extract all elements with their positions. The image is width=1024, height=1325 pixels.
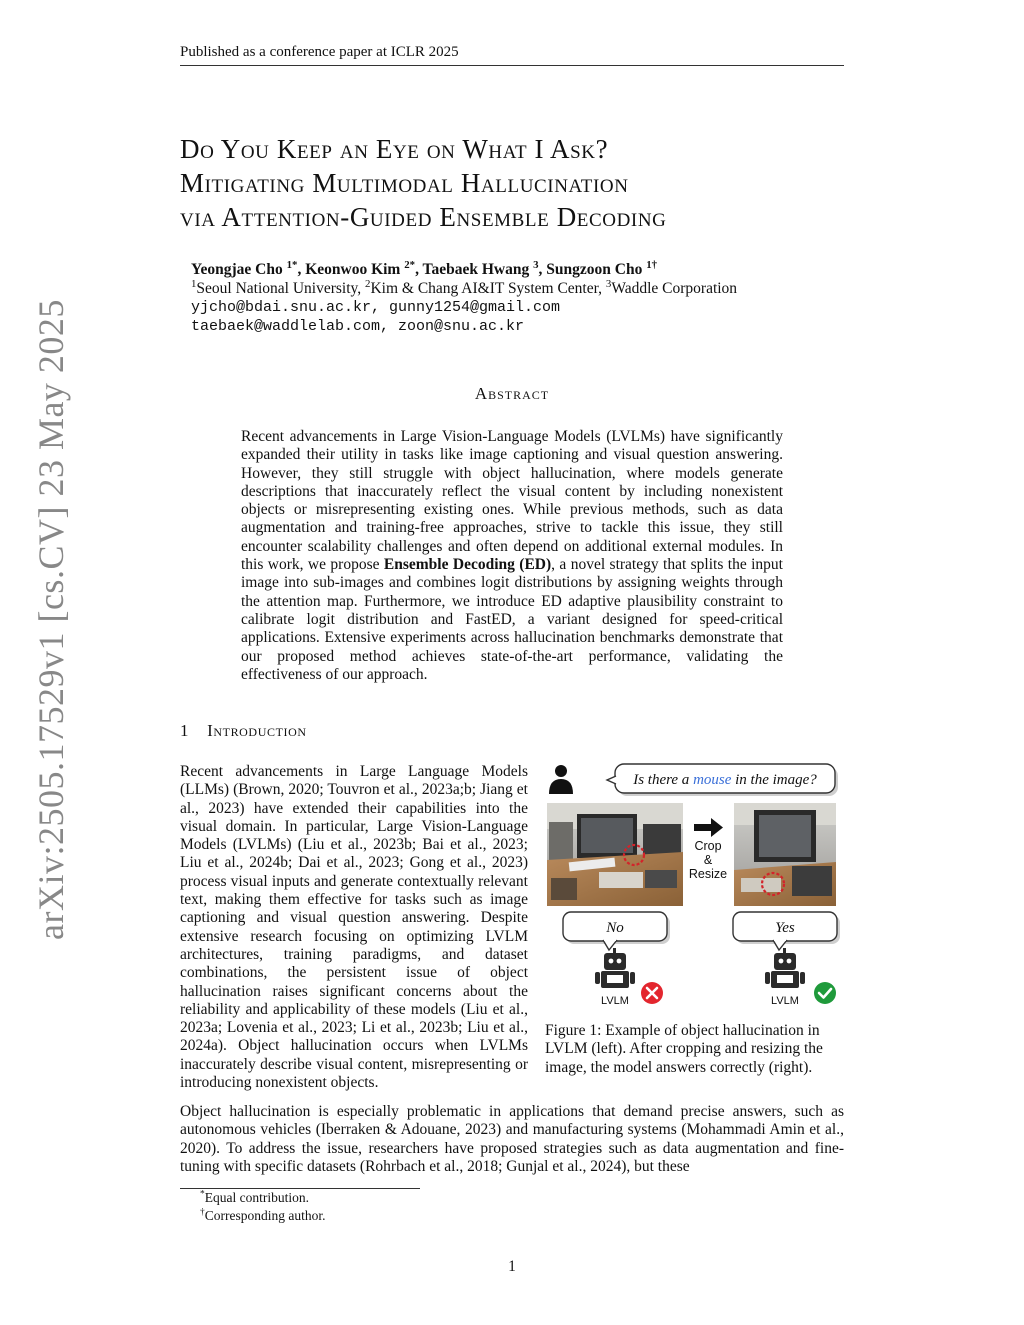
footnote-2-text: Corresponding author. bbox=[204, 1208, 326, 1223]
footnote-1-mark: * bbox=[200, 1189, 205, 1200]
aff-1-mark: 1 bbox=[191, 277, 197, 290]
figure-caption: Figure 1: Example of object hallucination in LVLM (left). After cropping and resizing the image, the model answers correctly (right). bbox=[545, 1022, 823, 1076]
header-rule bbox=[180, 65, 844, 66]
abstract-text-1: Recent advancements in Large Vision-Language Models (LVLMs) have significantly expanded their utility in tasks like image captioning and visual question answering. However, they still struggle with object hallucination, where models generate descriptions that inaccurately reflect the visual content by including nonexistent objects or misrepresenting existing ones. While previous methods, such as data augmentation and training-free approaches, strive to tackle this issue, they still encounter scalability challenges and often depend on additional external modules. In this work, we propose bbox=[241, 428, 783, 574]
author-4-mark: 1† bbox=[646, 258, 658, 271]
footnotes bbox=[200, 1189, 325, 1225]
paper-title bbox=[180, 132, 844, 234]
question-bubble bbox=[607, 764, 838, 796]
answer-bubble-left bbox=[563, 912, 670, 950]
author-2: Keonwoo Kim bbox=[305, 261, 401, 278]
abstract-heading: Abstract bbox=[474, 384, 550, 403]
answer-left: No bbox=[606, 920, 624, 936]
author-1-mark: 1* bbox=[286, 258, 298, 271]
affiliation-2: Kim & Chang AI&IT System Center, bbox=[370, 280, 606, 297]
arrow-label-and: & bbox=[703, 853, 713, 867]
wrong-icon bbox=[641, 982, 663, 1004]
section-title: Introduction bbox=[207, 721, 307, 740]
crop-resize-arrow bbox=[689, 818, 727, 881]
author-4: Sungzoon Cho bbox=[546, 261, 643, 278]
user-icon bbox=[549, 765, 573, 794]
intro-paragraph-1: Recent advancements in Large Language Models (LLMs) (Brown, 2020; Touvron et al., 2023a;b; Jiang et al., 2023) have extended their capabilities into the visual domain. In particular, Large Vision-Language Models (LVLMs) (Liu et al., 2023b; Bai et al., 2023; Liu et al., 2024b; Dai et al., 2023; Gong et al., 2023) process visual inputs and generate contextually relevant text, making them effective for tasks such as image captioning and visual question answering. Despite extensive research focusing on optimizing LVLM architectures, training paradigms, and dataset combinations, the persistent issue of object hallucination raises significant concerns about the reliability and applicability of these models (Liu et al., 2023a; Lovenia et al., 2023; Li et al., 2023b; Liu et al., 2024a). Object hallucination occurs when LVLMs inaccurately describe visual content, misrepresenting or introducing nonexistent objects. bbox=[180, 763, 528, 1092]
title-line-2: Mitigating Multimodal Hallucination bbox=[180, 168, 629, 198]
footnote-1 bbox=[200, 1189, 325, 1207]
aff-2-mark: 2 bbox=[365, 277, 371, 290]
affiliations bbox=[191, 279, 851, 298]
model-label-left: LVLM bbox=[601, 995, 629, 1007]
answer-right: Yes bbox=[775, 920, 795, 936]
abstract-method-name: Ensemble Decoding (ED) bbox=[383, 556, 552, 574]
footnote-2-mark: † bbox=[200, 1207, 205, 1218]
footnote-2 bbox=[200, 1207, 325, 1225]
robot-icon-right bbox=[765, 948, 805, 1007]
abstract-body bbox=[241, 428, 783, 684]
abstract-text-2: , a novel strategy that splits the input image into sub-images and combines logit distributions by assigning weights through the attention map. Furthermore, we introduce ED adaptive plausibility constraint to calibrate logit distribution and FastED, a variant designed for speed-critical applications. Extensive experiments across hallucination benchmarks demonstrate that our proposed method achieves state-of-the-art performance, validating the effectiveness of our approach. bbox=[241, 556, 783, 683]
figure-1 bbox=[545, 760, 845, 1015]
arrow-label-resize: Resize bbox=[688, 867, 728, 881]
affiliation-3: Waddle Corporation bbox=[611, 280, 738, 297]
emails-line-2: taebaek@waddlelab.com, zoon@snu.ac.kr bbox=[191, 318, 525, 335]
author-names: Yeongjae Cho $^{1*}$, Keonwoo Kim $^{2*}$, Taebaek Hwang $^3$, Sungzoon Cho $^{1\dagger}$ bbox=[191, 258, 658, 278]
title-line-1: Do You Keep an Eye on What I Ask? bbox=[180, 134, 609, 164]
running-header: Published as a conference paper at ICLR 2025 bbox=[180, 44, 459, 60]
affiliation-1: Seoul National University, bbox=[196, 280, 366, 297]
page-number: 1 bbox=[508, 1258, 516, 1275]
emails-line-1: yjcho@bdai.snu.ac.kr, gunny1254@gmail.com bbox=[191, 299, 561, 316]
aff-3-mark: 3 bbox=[605, 277, 612, 290]
author-3-mark: 3 bbox=[533, 258, 539, 271]
original-image bbox=[547, 803, 683, 906]
arrow-label-crop: Crop bbox=[694, 839, 722, 853]
author-block bbox=[191, 260, 851, 336]
title-line-3: via Attention-Guided Ensemble Decoding bbox=[180, 202, 667, 232]
cropped-image bbox=[734, 803, 836, 906]
author-1: Yeongjae Cho bbox=[191, 261, 283, 278]
model-label-right: LVLM bbox=[771, 995, 799, 1007]
author-3: Taebaek Hwang bbox=[422, 261, 530, 278]
arxiv-stamp: arXiv:2505.17529v1 [cs.CV] 23 May 2025 bbox=[31, 299, 71, 940]
author-2-mark: 2* bbox=[404, 258, 416, 271]
check-icon bbox=[814, 982, 836, 1004]
section-heading-introduction bbox=[180, 721, 307, 741]
section-number: 1 bbox=[180, 721, 190, 740]
intro-paragraph-2: Object hallucination is especially problematic in applications that demand precise answers, such as autonomous vehicles (Iberraken & Adouane, 2023) and manufacturing systems (Mohammadi Amin et al., 2020). To address the issue, researchers have proposed strategies such as data augmentation and fine-tuning with specific datasets (Rohrbach et al., 2018; Gunjal et al., 2024), but these bbox=[180, 1103, 844, 1175]
answer-bubble-right bbox=[733, 912, 840, 950]
robot-icon-left bbox=[595, 948, 635, 1007]
question-text: Is there a mouse in the image? bbox=[633, 772, 817, 788]
footnote-1-text: Equal contribution. bbox=[204, 1190, 309, 1205]
